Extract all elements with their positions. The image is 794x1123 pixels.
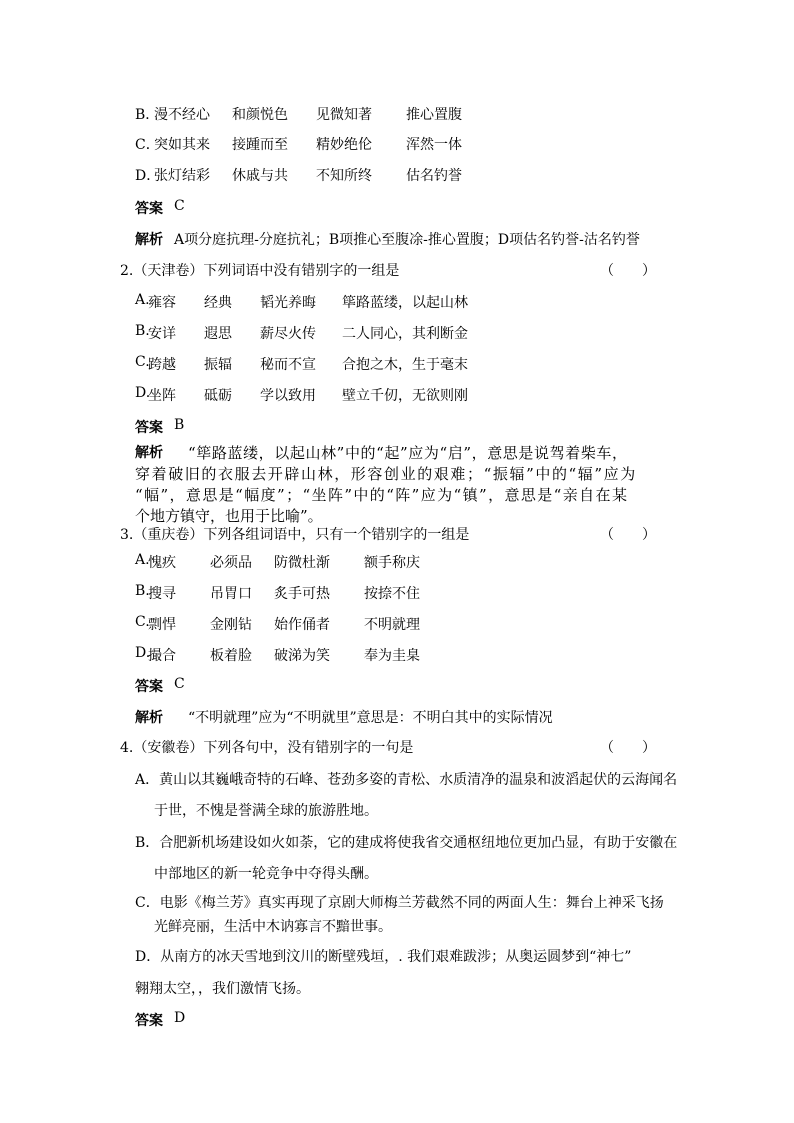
word: 筚路蓝缕，以起山林 bbox=[342, 295, 468, 311]
word: 学以致用 bbox=[260, 388, 316, 404]
word: 额手称庆 bbox=[364, 555, 420, 571]
answer-value: B bbox=[174, 417, 185, 433]
option-letter: A. bbox=[135, 552, 150, 568]
option-letter: D． bbox=[135, 168, 161, 184]
word: 经典 bbox=[204, 295, 232, 311]
word: 和颜悦色 bbox=[232, 107, 288, 123]
word: 秘而不宣 bbox=[260, 357, 316, 373]
word: 不明就理 bbox=[364, 617, 420, 633]
word: 漫不经心 bbox=[154, 107, 210, 123]
answer-label: 答案 bbox=[135, 679, 163, 695]
option-letter: B. bbox=[135, 583, 150, 599]
word: 振辐 bbox=[204, 357, 232, 373]
word: 突如其来 bbox=[154, 137, 210, 153]
analysis-line: 穿着破旧的衣服去开辟山林，形容创业的艰难；“振辐”中的“辐”应为 bbox=[135, 465, 637, 483]
answer-paren: （ ） bbox=[600, 740, 656, 756]
option-letter: D. bbox=[135, 385, 151, 401]
answer-value: C bbox=[174, 198, 185, 214]
answer-paren: （ ） bbox=[600, 263, 656, 279]
option-line: 中部地区的新一轮竞争中夺得头酬。 bbox=[154, 866, 378, 882]
word: 见微知著 bbox=[316, 107, 372, 123]
word: 休戚与共 bbox=[232, 168, 288, 184]
question-3-stem: 3.（重庆卷）下列各组词语中，只有一个错别字的一组是 bbox=[120, 527, 470, 543]
word: 愧疚 bbox=[148, 555, 176, 571]
analysis-text: A项分庭抗理-分庭抗礼；B项推心至腹凃-推心置腹；D项估名钓誉-沽名钓誉 bbox=[174, 232, 640, 248]
word: 金刚钻 bbox=[210, 617, 252, 633]
word: 必须品 bbox=[210, 555, 252, 571]
word: 推心置腹 bbox=[406, 107, 462, 123]
analysis-label: 解析 bbox=[135, 232, 163, 248]
question-2-stem: 2.（天津卷）下列词语中没有错别字的一组是 bbox=[120, 263, 400, 279]
word: 韬光养晦 bbox=[260, 295, 316, 311]
word: 破涕为笑 bbox=[274, 648, 330, 664]
word: 炙手可热 bbox=[274, 586, 330, 602]
option-letter: C． bbox=[135, 137, 160, 153]
question-4-stem: 4.（安徽卷）下列各句中，没有错别字的一句是 bbox=[120, 740, 414, 756]
word: 按捺不住 bbox=[364, 586, 420, 602]
option-line: C．电影《梅兰芳》真实再现了京剧大师梅兰芳截然不同的两面人生：舞台上神采飞扬 bbox=[135, 895, 664, 911]
word: 遐思 bbox=[204, 326, 232, 342]
word: 坐阵 bbox=[148, 388, 176, 404]
word: 精妙绝伦 bbox=[316, 137, 372, 153]
analysis-line: “幅”，意思是“幅度”；“坐阵”中的“阵”应为“镇”，意思是“亲自在某 bbox=[135, 486, 629, 504]
answer-paren: （ ） bbox=[600, 527, 656, 543]
word: 奉为圭臬 bbox=[364, 648, 420, 664]
answer-value: C bbox=[174, 676, 185, 692]
option-letter: A. bbox=[135, 292, 150, 308]
word: 估名钓誉 bbox=[406, 168, 462, 184]
word: 跨越 bbox=[148, 357, 176, 373]
word: 二人同心，其利断金 bbox=[342, 326, 468, 342]
option-line: 光鲜亮丽，生活中木讷寡言不黯世事。 bbox=[154, 919, 392, 935]
option-letter: B． bbox=[135, 107, 160, 123]
answer-label: 答案 bbox=[135, 1013, 163, 1029]
option-line: A．黄山以其巍峨奇特的石峰、苍劲多姿的青松、水质清净的温泉和波滔起伏的云海闻名 bbox=[135, 772, 678, 788]
word: 安详 bbox=[148, 326, 176, 342]
word: 撮合 bbox=[148, 648, 176, 664]
option-line: 翱翔太空，，我们激情飞扬。 bbox=[135, 981, 310, 997]
analysis-line: 个地方镇守，也用于比喻”。 bbox=[135, 507, 323, 525]
answer-value: D bbox=[174, 1010, 186, 1026]
word: 吊胃口 bbox=[210, 586, 252, 602]
option-line: D．从南方的冰天雪地到汶川的断壁残垣，. 我们艰难跋涉；从奥运圆梦到“神七” bbox=[135, 949, 632, 965]
option-letter: D. bbox=[135, 645, 151, 661]
word: 防微杜渐 bbox=[274, 555, 330, 571]
analysis-line: “筚路蓝缕，以起山林”中的“起”应为“启”，意思是说驾着柴车， bbox=[188, 444, 628, 462]
word: 剽悍 bbox=[148, 617, 176, 633]
option-letter: C. bbox=[135, 354, 150, 370]
word: 不知所终 bbox=[316, 168, 372, 184]
word: 张灯结彩 bbox=[154, 168, 210, 184]
word: 砥砺 bbox=[204, 388, 232, 404]
word: 合抱之木，生于毫末 bbox=[342, 357, 468, 373]
answer-label: 答案 bbox=[135, 201, 163, 217]
word: 始作俑者 bbox=[274, 617, 330, 633]
option-letter: B. bbox=[135, 323, 150, 339]
word: 板着脸 bbox=[210, 648, 252, 664]
word: 搜寻 bbox=[148, 586, 176, 602]
word: 雍容 bbox=[148, 295, 176, 311]
word: 浑然一体 bbox=[406, 137, 462, 153]
answer-label: 答案 bbox=[135, 420, 163, 436]
analysis-label: 解析 bbox=[135, 445, 163, 461]
word: 壁立千仞，无欲则刚 bbox=[342, 388, 468, 404]
word: 接踵而至 bbox=[232, 137, 288, 153]
option-line: B．合肥新机场建设如火如荼，它的建成将使我省交通枢纽地位更加凸显，有助于安徽在 bbox=[135, 835, 678, 851]
option-letter: C. bbox=[135, 614, 150, 630]
option-line: 于世，不愧是誉满全球的旅游胜地。 bbox=[154, 803, 378, 819]
word: 薪尽火传 bbox=[260, 326, 316, 342]
analysis-text: “不明就理”应为“不明就里”意思是：不明白其中的实际情况 bbox=[188, 710, 553, 726]
analysis-label: 解析 bbox=[135, 710, 163, 726]
